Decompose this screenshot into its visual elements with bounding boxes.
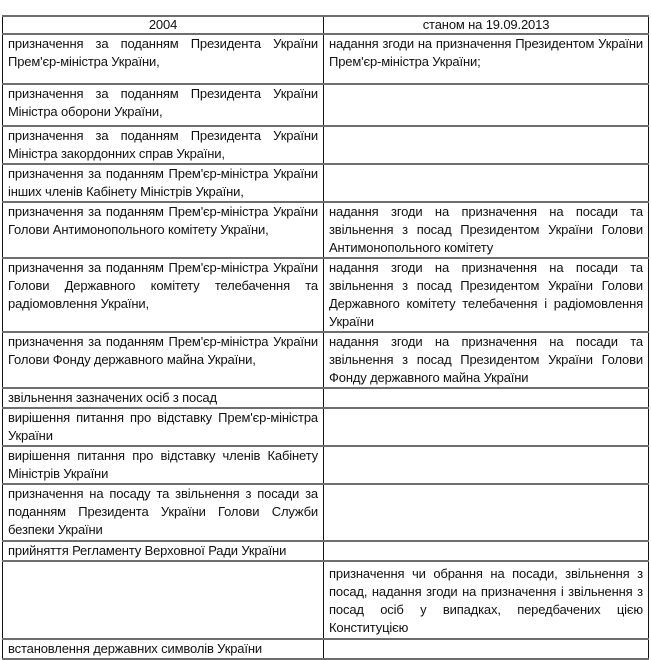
table-row — [3, 332, 649, 388]
cell-text: призначення за поданням Президента України Прем'єр-міністра України, — [8, 36, 318, 69]
table-row — [3, 408, 649, 446]
cell-text: призначення за поданням Прем'єр-міністра України інших членів Кабінету Міністрів України, — [8, 166, 318, 199]
cell-text: вирішення питання про відставку членів Кабінету Міністрів України — [8, 448, 318, 481]
cell-2013 — [324, 202, 649, 258]
cell-2004 — [3, 84, 324, 126]
table-row — [3, 202, 649, 258]
cell-2013 — [324, 561, 649, 639]
cell-text: призначення чи обрання на посади, звільнення з посад, надання згоди на призначення і звільнення з посад осіб у випадках, передбачених цією Конституцією — [329, 566, 643, 635]
cell-2013 — [324, 34, 649, 84]
cell-2004 — [3, 126, 324, 164]
cell-text: надання згоди на призначення на посади та звільнення з посад Президентом України Голови Державного комітету телебачення і радіомовлення України — [329, 260, 643, 329]
cell-text: призначення за поданням Прем'єр-міністра України Голови Антимонопольного комітету України, — [8, 204, 318, 237]
table-row — [3, 561, 649, 639]
cell-2004 — [3, 561, 324, 639]
cell-text: призначення на посаду та звільнення з посади за поданням Президента України Голови Служби безпеки України — [8, 486, 318, 537]
cell-2004 — [3, 541, 324, 561]
cell-2004 — [3, 388, 324, 408]
cell-text: призначення за поданням Прем'єр-міністра України Голови Фонду державного майна України, — [8, 334, 318, 367]
cell-text: надання згоди на призначення на посади та звільнення з посад Президентом України Голови Фонду державного майна України — [329, 334, 643, 385]
cell-2004 — [3, 332, 324, 388]
column-header-2013: станом на 19.09.2013 — [324, 16, 649, 34]
cell-2013 — [324, 258, 649, 332]
cell-2013 — [324, 639, 649, 659]
cell-2004 — [3, 258, 324, 332]
table-row — [3, 126, 649, 164]
cell-2013 — [324, 84, 649, 126]
cell-text: надання згоди на призначення Президентом України Прем'єр-міністра України; — [329, 36, 643, 69]
cell-text: прийняття Регламенту Верховної Ради України — [8, 543, 287, 558]
table-row — [3, 484, 649, 541]
cell-2013 — [324, 446, 649, 484]
table-row — [3, 164, 649, 202]
cell-2004 — [3, 446, 324, 484]
table-row — [3, 34, 649, 84]
comparison-table — [2, 15, 649, 660]
cell-text: звільнення зазначених осіб з посад — [8, 390, 217, 405]
table-row — [3, 541, 649, 561]
cell-2013 — [324, 484, 649, 541]
cell-2004 — [3, 202, 324, 258]
cell-2004 — [3, 34, 324, 84]
column-header-2004: 2004 — [3, 16, 324, 34]
cell-text: надання згоди на призначення на посади та звільнення з посад Президентом України Голови Антимонопольного комітету — [329, 204, 643, 255]
cell-text: встановлення державних символів України — [8, 641, 262, 656]
cell-2004 — [3, 639, 324, 659]
table-row — [3, 446, 649, 484]
table-row — [3, 388, 649, 408]
table-row — [3, 639, 649, 659]
cell-text: призначення за поданням Прем'єр-міністра України Голови Державного комітету телебачення та радіомовлення України, — [8, 260, 318, 311]
cell-2004 — [3, 408, 324, 446]
cell-2013 — [324, 541, 649, 561]
cell-text: призначення за поданням Президента України Міністра закордонних справ України, — [8, 128, 318, 161]
cell-2013 — [324, 388, 649, 408]
cell-2004 — [3, 484, 324, 541]
cell-text: призначення за поданням Президента України Міністра оборони України, — [8, 86, 318, 119]
table-row — [3, 258, 649, 332]
cell-2004 — [3, 164, 324, 202]
cell-text: вирішення питання про відставку Прем'єр-міністра України — [8, 410, 318, 443]
table-row — [3, 84, 649, 126]
cell-2013 — [324, 408, 649, 446]
table-header-row — [3, 16, 649, 34]
cell-2013 — [324, 126, 649, 164]
cell-2013 — [324, 332, 649, 388]
cell-2013 — [324, 164, 649, 202]
